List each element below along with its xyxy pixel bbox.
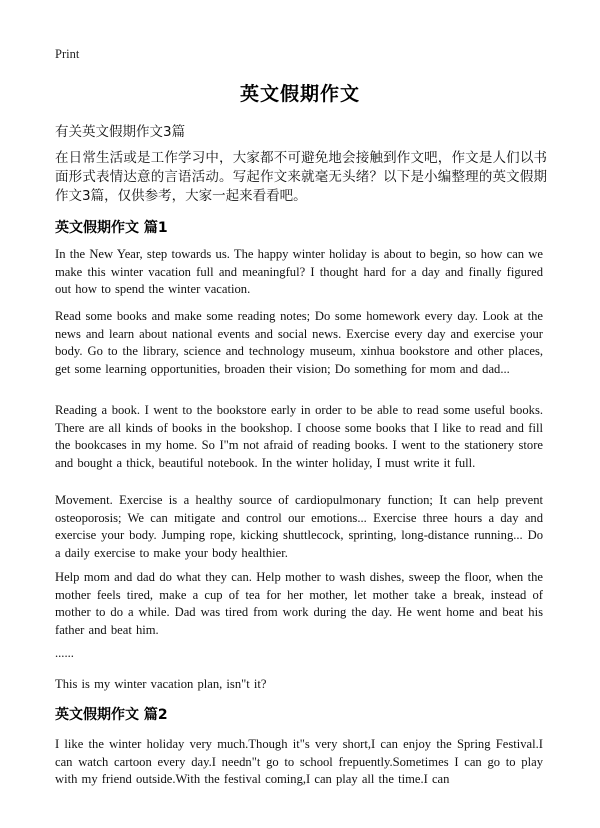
- ellipsis-paragraph: ......: [55, 646, 74, 660]
- paragraph: This is my winter vacation plan, isn"t it?: [55, 677, 267, 691]
- print-link[interactable]: Print: [55, 47, 80, 61]
- paragraph: I like the winter holiday very much.Though it"s very short,I can enjoy the Spring Festival.I can watch cartoon every day.I needn"t go to school frepuently.Sometimes I can go to play with my friend outside.With the festival coming,I can play all the time.I can: [55, 737, 543, 786]
- paragraph: Help mom and dad do what they can. Help mother to wash dishes, sweep the floor, when the mother feels tired, make a cup of tea for her mother, let mother take a break, instead of mother to do a while. Dad was tired from work during the day. He went home and beat his father and beat him.: [55, 570, 543, 637]
- paragraph: Reading a book. I went to the bookstore early in order to be able to read some useful books. There are all kinds of books in the bookshop. I choose some books that I like to read and fill the bookcases in my home. So I"m not afraid of reading books. I went to the stationery store and bought a thick, beautiful notebook. In the winter holiday, I must write it full.: [55, 403, 543, 470]
- intro-paragraph: 在日常生活或是工作学习中，大家都不可避免地会接触到作文吧，作文是人们以书面形式表情达意的言语活动。写起作文来就毫无头绪？以下是小编整理的英文假期作文3篇，仅供参考，大家一起来看看吧。: [55, 150, 547, 204]
- paragraph: Movement. Exercise is a healthy source of cardiopulmonary function; It can help prevent osteoporosis; We can mitigate and control our emotions... Exercise three hours a day and exercise your body. Jumping rope, kicking shuttlecock, sprinting, long-distance running... Do a daily exercise to make your body healthier.: [55, 493, 543, 560]
- section-heading-1: 英文假期作文 篇1: [55, 220, 168, 236]
- page-title: 英文假期作文: [239, 83, 360, 105]
- document-subtitle: 有关英文假期作文3篇: [55, 124, 186, 140]
- section-heading-2: 英文假期作文 篇2: [55, 707, 168, 723]
- paragraph: Read some books and make some reading notes; Do some homework every day. Look at the news and learn about national events and social news. Exercise every day and exercise your body. Go to the library, science and technology museum, xinhua bookstore and other places, get some learning opportunities, broaden their vision; Do something for mom and dad...: [55, 309, 543, 376]
- paragraph: In the New Year, step towards us. The happy winter holiday is about to begin, so how can we make this winter vacation full and meaningful? I thought hard for a day and finally figured out how to spend the winter vacation.: [55, 247, 543, 296]
